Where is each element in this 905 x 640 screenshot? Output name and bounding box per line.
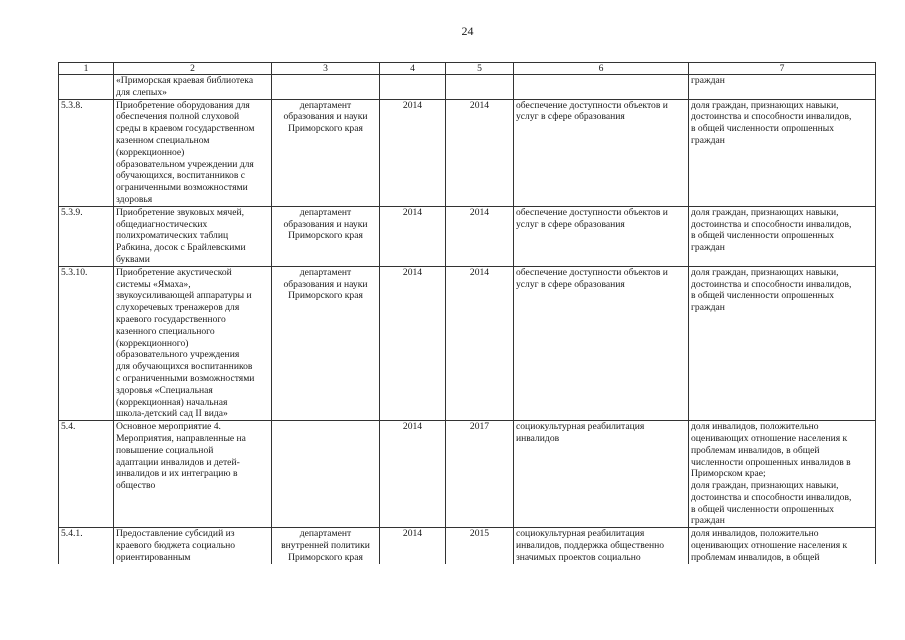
table-row bbox=[59, 421, 876, 528]
item-start-year: 2014 bbox=[380, 206, 446, 266]
activities-table bbox=[58, 62, 876, 564]
table-row bbox=[59, 528, 876, 564]
column-header: 2 bbox=[114, 63, 272, 75]
item-end-year: 2014 bbox=[446, 266, 514, 420]
item-end-year bbox=[446, 75, 514, 100]
item-end-year: 2015 bbox=[446, 528, 514, 564]
item-start-year: 2014 bbox=[380, 421, 446, 528]
item-executor: департамент образования и науки Приморского края bbox=[272, 266, 380, 420]
item-result: социокультурная реабилитация инвалидов, поддержка общественно значимых проектов социально bbox=[514, 528, 689, 564]
item-indicator: доля граждан, признающих навыки, достоинства и способности инвалидов, в общей численности опрошенных граждан bbox=[689, 206, 876, 266]
item-start-year bbox=[380, 75, 446, 100]
item-start-year: 2014 bbox=[380, 266, 446, 420]
item-name: Приобретение звуковых мячей, общедиагностических полихроматических таблиц Рабкина, досок с Брайлевскими буквами bbox=[114, 206, 272, 266]
table-row bbox=[59, 266, 876, 420]
item-indicator: доля инвалидов, положительно оценивающих отношение населения к проблемам инвалидов, в общей bbox=[689, 528, 876, 564]
page-number: 24 bbox=[461, 24, 474, 38]
column-header: 1 bbox=[59, 63, 114, 75]
item-name: Приобретение оборудования для обеспечения полной слуховой среды в краевом государственном казенном специальном (коррекционное) образовательном учреждении для обучающихся, воспитанников с ограниченными возможностями здоровья bbox=[114, 99, 272, 206]
item-name: Предоставление субсидий из краевого бюджета социально ориентированным bbox=[114, 528, 272, 564]
item-executor: департамент образования и науки Приморского края bbox=[272, 99, 380, 206]
item-result: обеспечение доступности объектов и услуг в сфере образования bbox=[514, 99, 689, 206]
item-number bbox=[59, 75, 114, 100]
item-indicator: граждан bbox=[689, 75, 876, 100]
item-executor: департамент внутренней политики Приморского края bbox=[272, 528, 380, 564]
column-header: 7 bbox=[689, 63, 876, 75]
item-result: социокультурная реабилитация инвалидов bbox=[514, 421, 689, 528]
column-header: 3 bbox=[272, 63, 380, 75]
item-start-year: 2014 bbox=[380, 99, 446, 206]
item-name: «Приморская краевая библиотека для слепых» bbox=[114, 75, 272, 100]
item-name: Приобретение акустической системы «Ямаха», звукоусиливающей аппаратуры и слухоречевых тренажеров для краевого государственного казенного специального (коррекционного) образовательного учреждения для обучающихся воспитанников с ограниченными возможностями здоровья «Специальная (коррекционная) начальная школа-детский сад II вида» bbox=[114, 266, 272, 420]
item-indicator: доля граждан, признающих навыки, достоинства и способности инвалидов, в общей численности опрошенных граждан bbox=[689, 266, 876, 420]
item-number: 5.4.1. bbox=[59, 528, 114, 564]
item-indicator: доля инвалидов, положительно оценивающих отношение населения к проблемам инвалидов, в общей численности опрошенных инвалидов в Приморском крае; доля граждан, признающих навыки, достоинства и способности инвалидов, в общей численности опрошенных граждан bbox=[689, 421, 876, 528]
item-executor: департамент образования и науки Приморского края bbox=[272, 206, 380, 266]
item-number: 5.3.9. bbox=[59, 206, 114, 266]
item-executor bbox=[272, 421, 380, 528]
item-indicator: доля граждан, признающих навыки, достоинства и способности инвалидов, в общей численности опрошенных граждан bbox=[689, 99, 876, 206]
item-end-year: 2017 bbox=[446, 421, 514, 528]
table-row bbox=[59, 75, 876, 100]
item-result: обеспечение доступности объектов и услуг в сфере образования bbox=[514, 266, 689, 420]
table-header-row bbox=[59, 63, 876, 75]
item-start-year: 2014 bbox=[380, 528, 446, 564]
item-number: 5.4. bbox=[59, 421, 114, 528]
column-header: 4 bbox=[380, 63, 446, 75]
table-row bbox=[59, 206, 876, 266]
column-header: 5 bbox=[446, 63, 514, 75]
item-executor bbox=[272, 75, 380, 100]
column-header: 6 bbox=[514, 63, 689, 75]
item-name: Основное мероприятие 4. Мероприятия, направленные на повышение социальной адаптации инвалидов и детей- инвалидов и их интеграцию в общество bbox=[114, 421, 272, 528]
table-row bbox=[59, 99, 876, 206]
item-number: 5.3.8. bbox=[59, 99, 114, 206]
item-result bbox=[514, 75, 689, 100]
item-end-year: 2014 bbox=[446, 206, 514, 266]
item-end-year: 2014 bbox=[446, 99, 514, 206]
item-number: 5.3.10. bbox=[59, 266, 114, 420]
item-result: обеспечение доступности объектов и услуг в сфере образования bbox=[514, 206, 689, 266]
